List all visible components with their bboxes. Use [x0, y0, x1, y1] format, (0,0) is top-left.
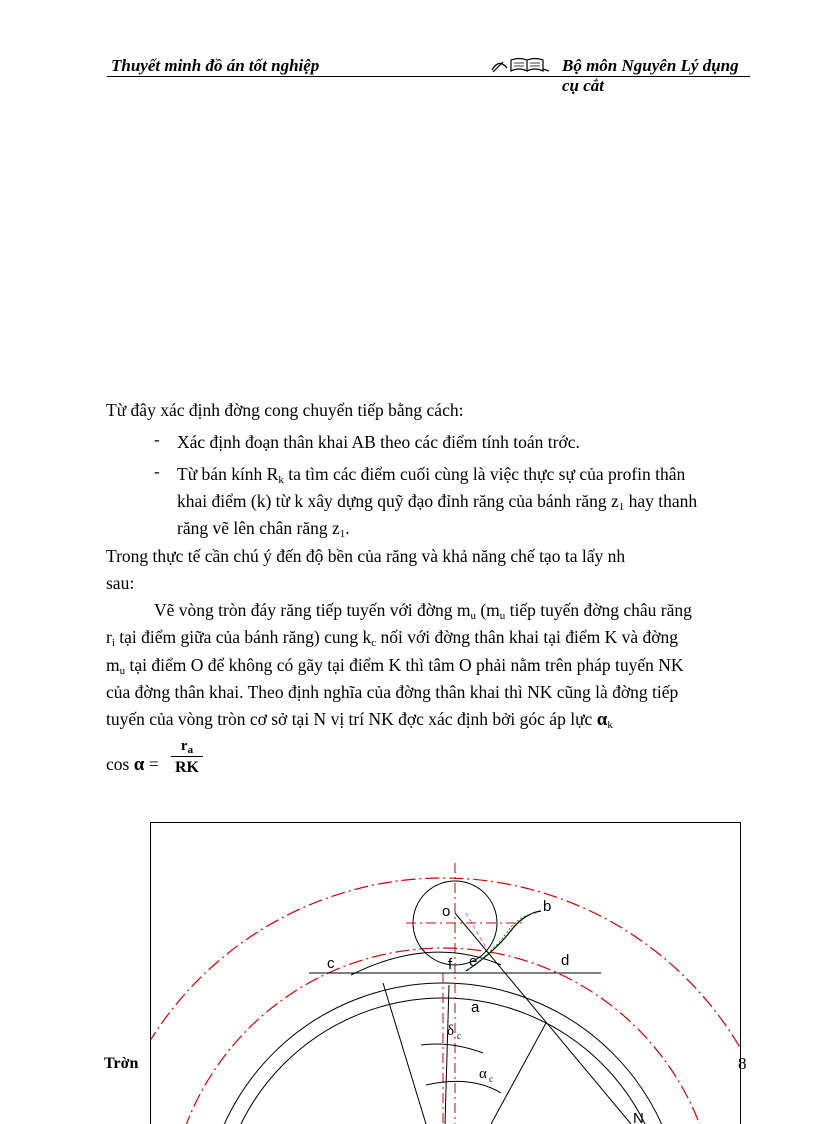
- tooth-profile-figure: [150, 822, 741, 1124]
- label-e: e: [469, 953, 478, 970]
- book-pen-icon: [489, 54, 551, 81]
- formula-fraction: [171, 738, 203, 777]
- label-o: o: [442, 903, 451, 920]
- practical-line-2: sau:: [106, 573, 135, 593]
- label-alpha-sub: c: [489, 1074, 493, 1084]
- delta-angle-arc: [421, 1044, 483, 1053]
- formula-lhs: cos α =: [106, 754, 159, 775]
- fraction-bar: [171, 756, 203, 757]
- label-delta: δ: [447, 1023, 455, 1039]
- bullet-1-text: Xác định đoạn thân khai AB theo các điểm tính toán trớc.: [177, 432, 580, 452]
- label-c: c: [327, 955, 335, 972]
- para-line-3: $m_u$ tại điểm O để không có gãy tại điểm K thì tâm O phải nằm trên pháp tuyến NK: [106, 655, 684, 677]
- radial-line-left: [383, 983, 426, 1124]
- header-left-title: Thuyết minh đồ án tốt nghiệp: [111, 56, 320, 75]
- radial-line-center: [445, 985, 449, 1124]
- label-N: N: [633, 1110, 644, 1124]
- formula-numerator: $r_a$: [180, 738, 194, 756]
- label-f: f: [448, 956, 453, 973]
- para-line-1: Vẽ vòng tròn đáy răng tiếp tuyến với đờng $m_u$ ($m_u$ tiếp tuyến đờng châu răng: [154, 600, 692, 622]
- label-delta-sub: c: [457, 1031, 461, 1041]
- label-a: a: [471, 999, 480, 1016]
- page-number: 8: [738, 1054, 747, 1073]
- bullet-2-line-2: khai điểm (k) từ k xây dựng quỹ đạo đỉnh răng của bánh răng $z_1$ hay thanh: [177, 491, 698, 513]
- figure-drawing: [151, 823, 740, 1124]
- para-line-5: tuyến của vòng tròn cơ sở tại N vị trí NK đợc xác định bởi góc áp lực $\alpha_k$: [106, 709, 613, 731]
- label-d: d: [561, 952, 570, 969]
- intro-line: Từ đây xác định đờng cong chuyển tiếp bằng cách:: [106, 400, 464, 420]
- bullet-2-line-3: răng vẽ lên chân răng $z_1$.: [177, 518, 350, 540]
- bullet-2-line-1: Từ bán kính $R_k$ ta tìm các điểm cuối cùng là việc thực sự của profin thân: [177, 464, 686, 486]
- normal-line-NK: [455, 913, 631, 1124]
- header-right-title: Bộ môn Nguyên Lý dụng cụ cắt: [562, 56, 739, 95]
- bullet-dash-1: -: [154, 430, 160, 449]
- radial-line-N: [491, 1023, 546, 1124]
- footer-school: Trờn: [104, 1055, 139, 1072]
- para-line-2: $r_i$ tại điểm giữa của bánh răng) cung $k_c$ nối với đờng thân khai tại điểm K và đờng: [106, 627, 679, 649]
- label-b: b: [543, 898, 552, 915]
- label-alpha: α: [479, 1066, 487, 1082]
- para-line-4: của đờng thân khai. Theo định nghĩa của đờng thân khai thì NK cũng là đờng tiếp: [106, 682, 679, 702]
- practical-line-1: Trong thực tế cần chú ý đến độ bền của răng và khả năng chế tạo ta lấy nh: [106, 546, 626, 566]
- bullet-dash-2: -: [154, 462, 160, 481]
- formula-denominator: RK: [175, 759, 199, 776]
- page-header: [107, 54, 750, 95]
- arc-c: [351, 952, 501, 975]
